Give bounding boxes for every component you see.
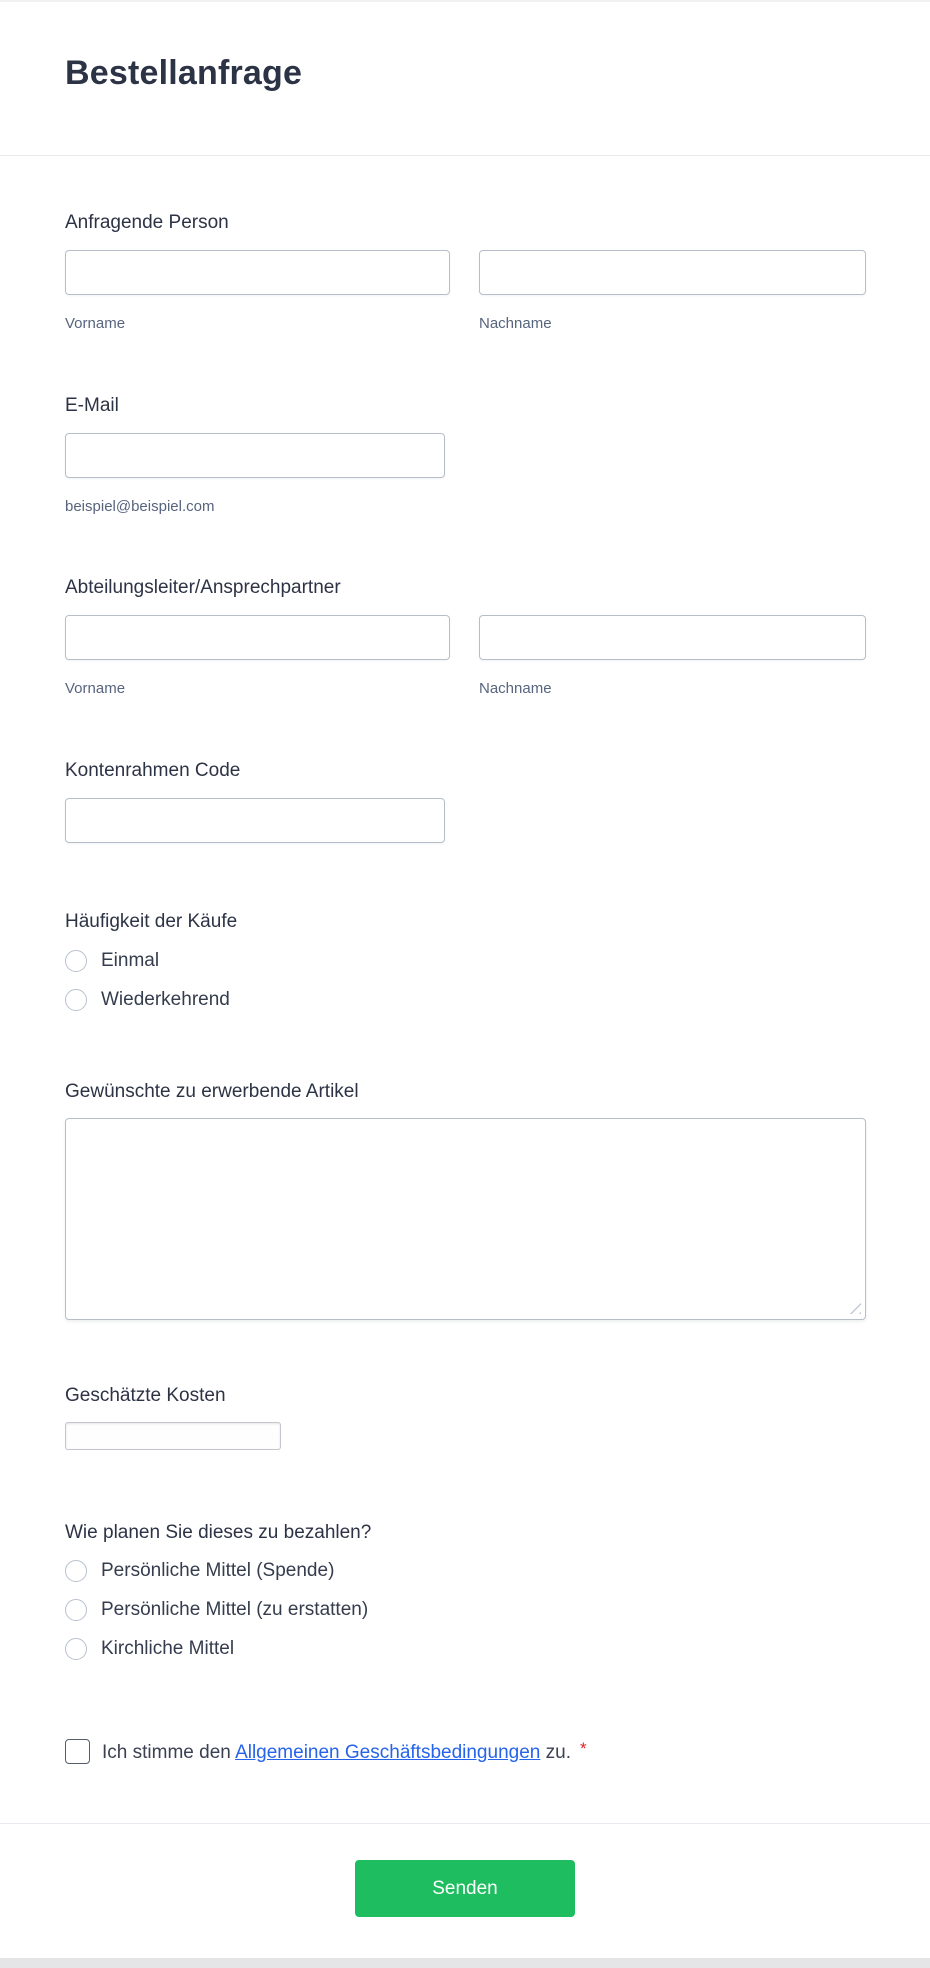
field-account-code (65, 758, 866, 843)
items-textarea-wrap (65, 1118, 866, 1320)
radio-option-label: Kirchliche Mittel (101, 1638, 235, 1659)
requester-first-sublabel: Vorname (65, 315, 126, 332)
radio-option-label: Persönliche Mittel (Spende) (101, 1560, 335, 1581)
manager-last-name-input[interactable] (479, 615, 866, 660)
submit-button[interactable]: Senden (355, 1860, 575, 1917)
field-email (65, 393, 866, 517)
field-terms (65, 1738, 866, 1764)
field-requester (65, 210, 866, 334)
terms-text-after: zu. (540, 1742, 571, 1763)
radio-icon[interactable] (65, 1638, 87, 1660)
radio-icon[interactable] (65, 950, 87, 972)
terms-text-before: Ich stimme den (102, 1742, 236, 1763)
items-label: Gewünschte zu erwerbende Artikel (65, 1081, 359, 1102)
submit-section (0, 1823, 930, 1968)
required-asterisk: * (579, 1739, 587, 1758)
requester-label: Anfragende Person (65, 212, 229, 233)
requester-input-row (65, 250, 866, 295)
email-input-row (65, 433, 866, 478)
payment-method-label: Wie planen Sie dieses zu bezahlen? (65, 1522, 372, 1543)
email-hint: beispiel@beispiel.com (65, 498, 215, 515)
page-title: Bestellanfrage (65, 54, 303, 92)
requester-first-name-input[interactable] (65, 250, 450, 295)
email-hint-row (65, 497, 866, 517)
manager-sublabel-row (65, 679, 866, 699)
radio-option-kirchliche-mittel[interactable] (65, 1638, 234, 1660)
radio-option-label: Persönliche Mittel (zu erstatten) (101, 1599, 369, 1620)
radio-option-label: Wiederkehrend (101, 989, 230, 1010)
form-body (0, 156, 930, 1823)
field-payment-method (65, 1520, 866, 1660)
field-manager (65, 575, 866, 699)
form-header (0, 2, 930, 156)
purchase-frequency-label: Häufigkeit der Käufe (65, 911, 238, 932)
account-code-label: Kontenrahmen Code (65, 760, 241, 781)
bottom-strip (0, 1958, 930, 1968)
requester-last-sublabel: Nachname (479, 315, 552, 332)
manager-input-row (65, 615, 866, 660)
estimated-cost-input[interactable] (65, 1422, 281, 1450)
manager-label: Abteilungsleiter/Ansprechpartner (65, 577, 341, 598)
radio-option-spende[interactable] (65, 1560, 334, 1582)
account-code-input[interactable] (65, 798, 445, 843)
radio-option-einmal[interactable] (65, 950, 159, 972)
email-label: E-Mail (65, 395, 119, 416)
radio-option-wiederkehrend[interactable] (65, 989, 230, 1011)
terms-checkbox[interactable] (65, 1739, 90, 1764)
manager-first-name-input[interactable] (65, 615, 450, 660)
email-input[interactable] (65, 433, 445, 478)
field-items (65, 1079, 866, 1320)
radio-icon[interactable] (65, 1599, 87, 1621)
terms-link[interactable]: Allgemeinen Geschäftsbedingungen (235, 1742, 541, 1763)
manager-last-sublabel: Nachname (479, 680, 552, 697)
radio-icon[interactable] (65, 1560, 87, 1582)
account-code-input-row (65, 798, 866, 843)
field-purchase-frequency (65, 909, 866, 1011)
manager-first-sublabel: Vorname (65, 680, 126, 697)
requester-sublabel-row (65, 314, 866, 334)
estimated-cost-label: Geschätzte Kosten (65, 1385, 226, 1406)
radio-option-zu-erstatten[interactable] (65, 1599, 368, 1621)
radio-option-label: Einmal (101, 950, 160, 971)
items-textarea[interactable] (65, 1118, 866, 1320)
field-estimated-cost (65, 1383, 866, 1450)
radio-icon[interactable] (65, 989, 87, 1011)
requester-last-name-input[interactable] (479, 250, 866, 295)
terms-label (102, 1736, 587, 1766)
